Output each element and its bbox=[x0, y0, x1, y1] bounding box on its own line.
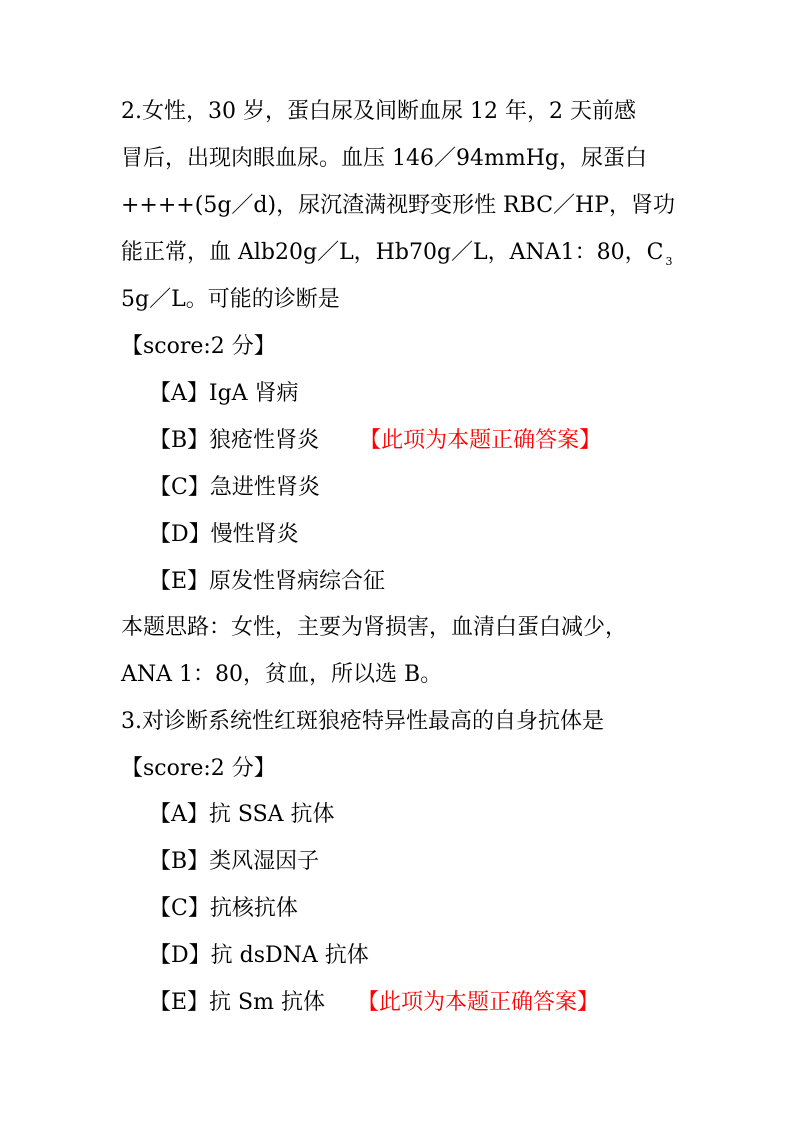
q2-score: 【score:2 分】 bbox=[121, 334, 276, 359]
q3-score: 【score:2 分】 bbox=[121, 756, 276, 781]
q2-option-c: 【C】急进性肾炎 bbox=[149, 475, 320, 500]
q2-explanation-line-1: 本题思路：女性，主要为肾损害，血清白蛋白减少， bbox=[121, 615, 628, 640]
q3-option-e bbox=[149, 989, 599, 1017]
q3-correct-answer-mark: 【此项为本题正确答案】 bbox=[356, 990, 599, 1015]
q2-explanation-line-2: ANA 1：80，贫血，所以选 B。 bbox=[121, 662, 443, 687]
q2-option-b bbox=[149, 427, 601, 455]
c3-subscript: 3 bbox=[665, 255, 673, 268]
q3-text: 3.对诊断系统性红斑狼疮特异性最高的自身抗体是 bbox=[121, 709, 604, 734]
q2-option-b-label: 【B】狼疮性肾炎 bbox=[149, 428, 320, 453]
q2-text-line-2: 冒后，出现肉眼血尿。血压 146／94mmHg，尿蛋白 bbox=[121, 146, 647, 171]
q2-option-d: 【D】慢性肾炎 bbox=[149, 522, 299, 547]
q2-text-line-3: ++++(5g／d)，尿沉渣满视野变形性 RBC／HP，肾功 bbox=[121, 193, 676, 218]
q3-option-a: 【A】抗 SSA 抗体 bbox=[149, 802, 335, 827]
q2-text-line-5: 5g／L。可能的诊断是 bbox=[121, 287, 340, 312]
q3-option-e-label: 【E】抗 Sm 抗体 bbox=[149, 990, 325, 1015]
q3-option-b: 【B】类风湿因子 bbox=[149, 849, 320, 874]
q2-correct-answer-mark: 【此项为本题正确答案】 bbox=[359, 428, 602, 453]
q2-text-line-1: 2.女性，30 岁，蛋白尿及间断血尿 12 年，2 天前感 bbox=[121, 99, 636, 124]
q3-option-c: 【C】抗核抗体 bbox=[149, 896, 298, 921]
q2-option-e: 【E】原发性肾病综合征 bbox=[149, 569, 386, 594]
q2-option-a: 【A】IgA 肾病 bbox=[149, 381, 299, 406]
q2-text-line-4-main: 能正常，血 Alb20g／L，Hb70g／L，ANA1：80，C bbox=[121, 240, 664, 265]
q2-text-line-4 bbox=[121, 239, 673, 270]
q3-option-d: 【D】抗 dsDNA 抗体 bbox=[149, 943, 369, 968]
